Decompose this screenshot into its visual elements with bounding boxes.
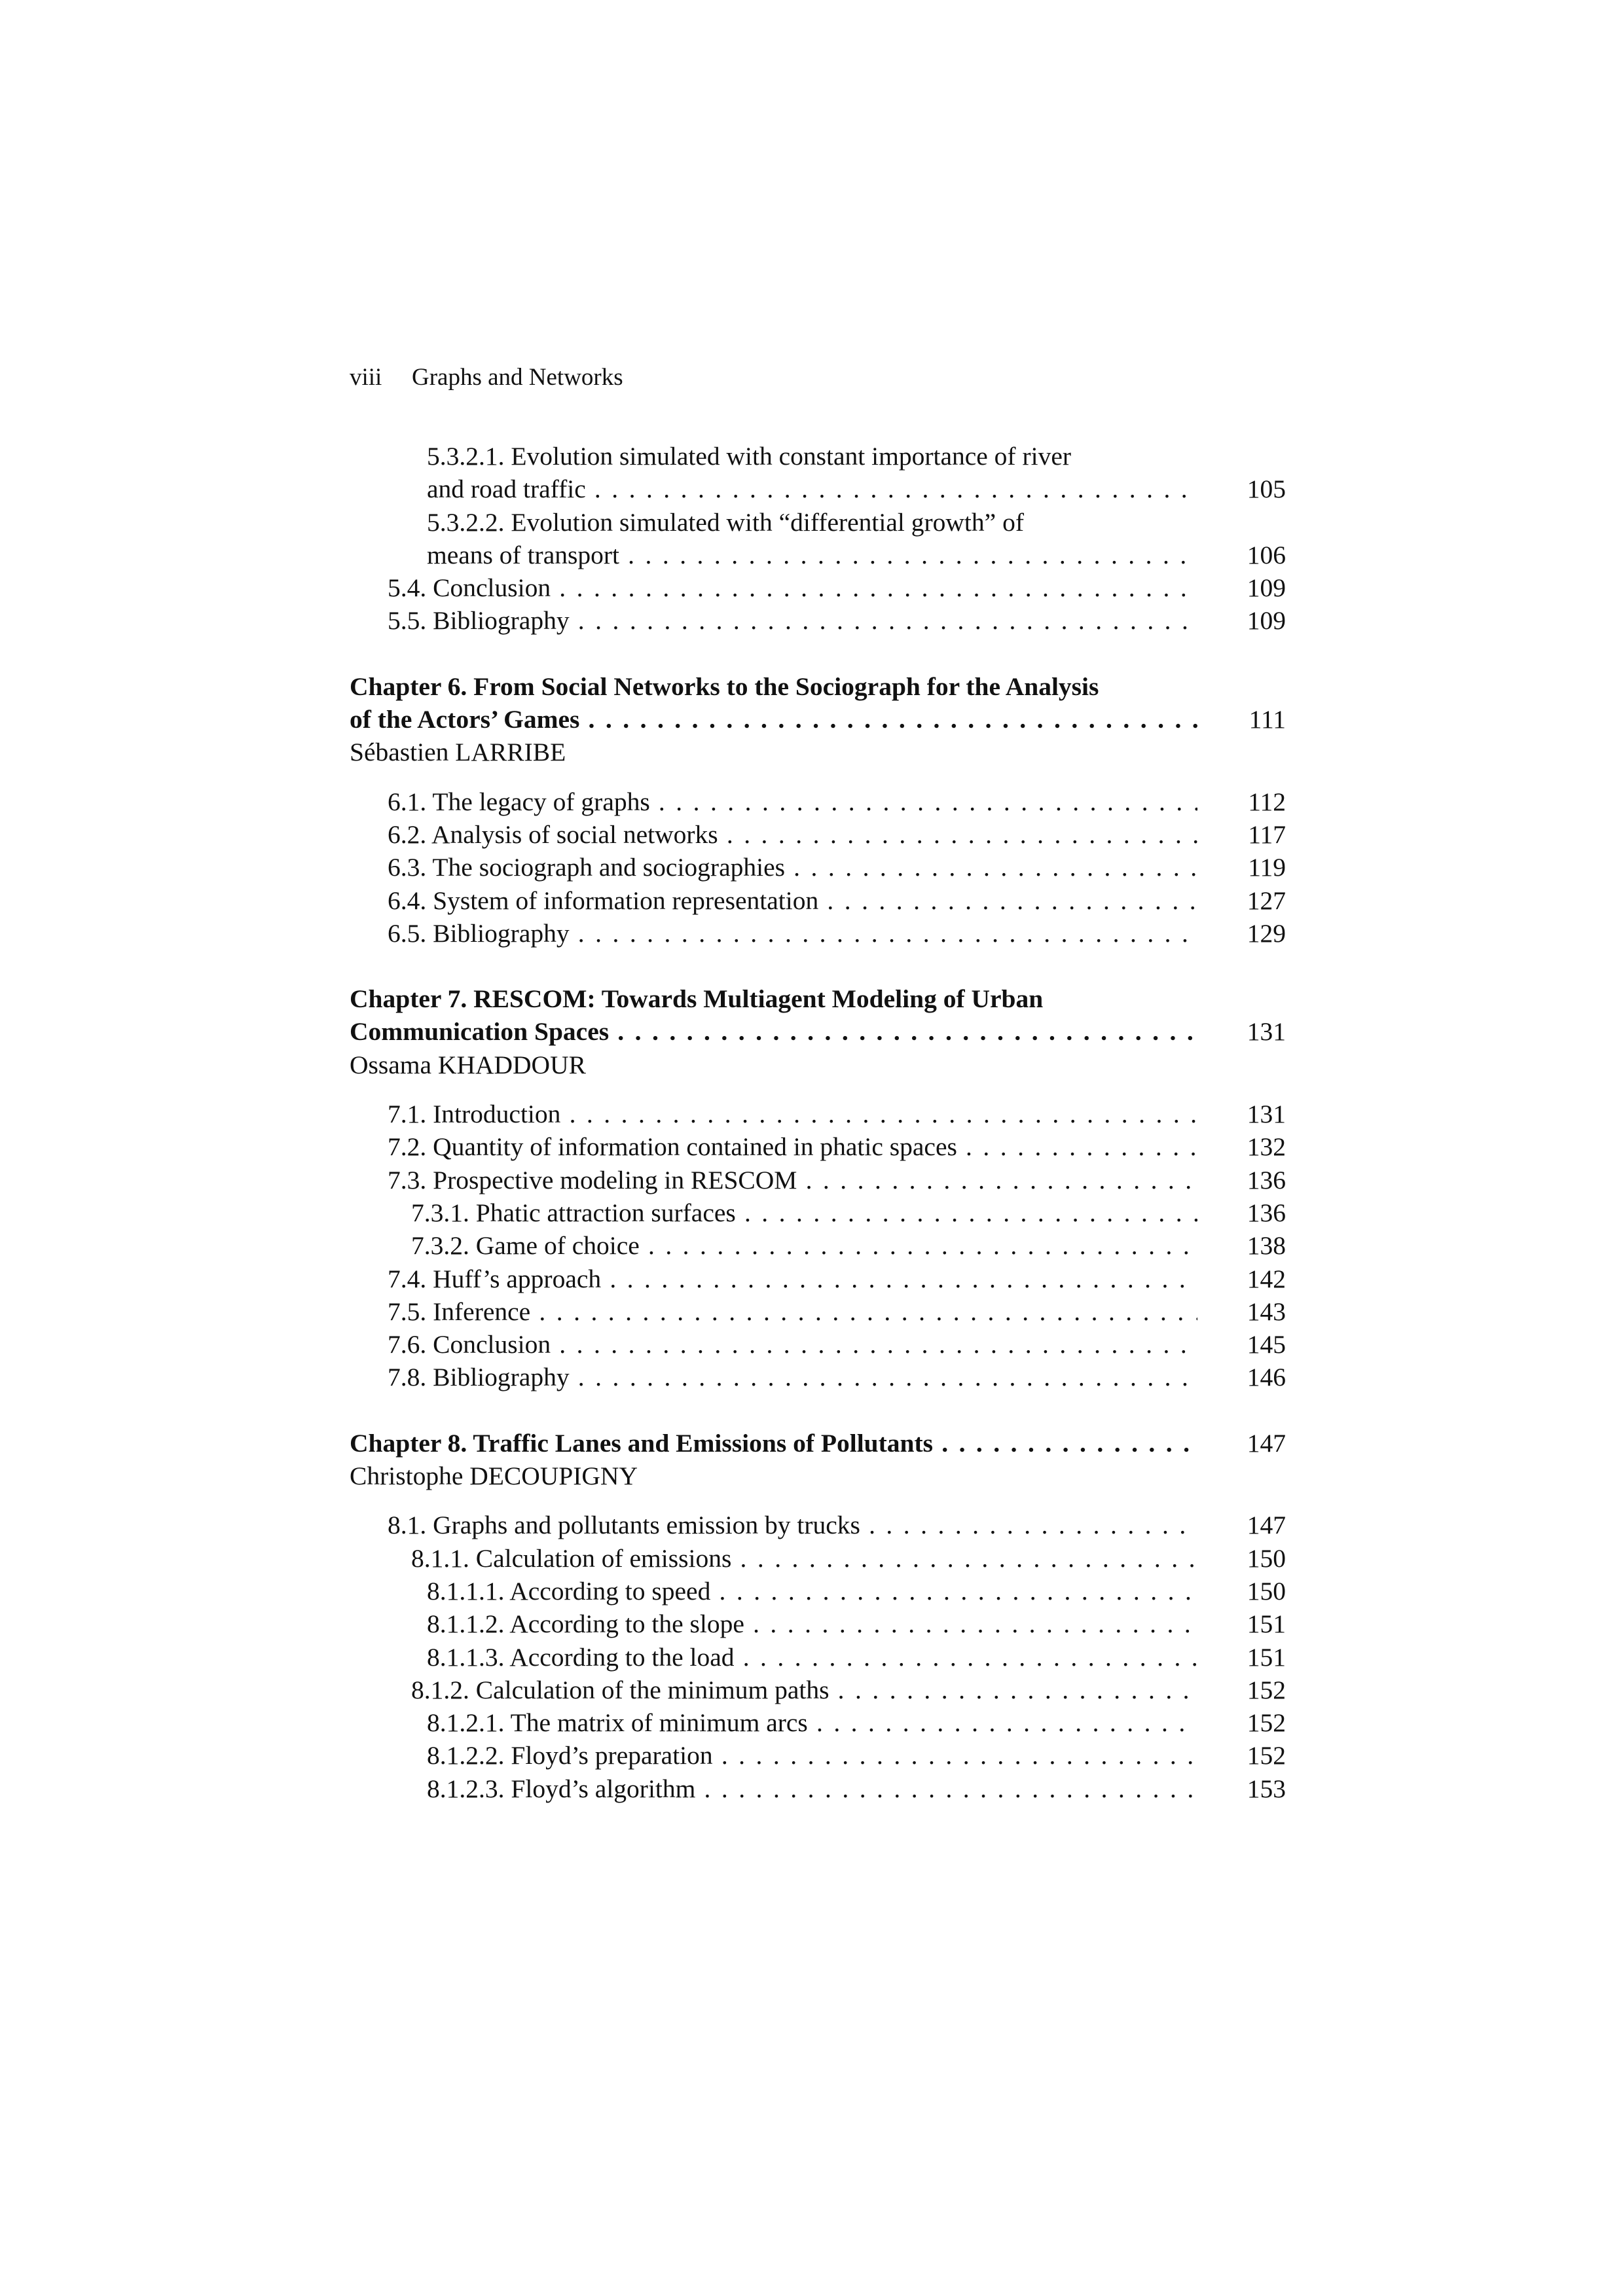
toc-entry-title: 6.1. The legacy of graphs . . . <box>388 785 1197 818</box>
toc-entry <box>350 1706 1286 1739</box>
toc-page-number: 111 <box>1249 705 1286 734</box>
toc-spacer <box>350 1492 1286 1509</box>
toc-entry <box>350 851 1286 884</box>
toc-page-number: 153 <box>1247 1774 1286 1803</box>
toc-page-number: 142 <box>1247 1264 1286 1293</box>
toc-page-number: 138 <box>1247 1231 1286 1261</box>
running-title: Graphs and Networks <box>412 364 623 391</box>
toc-entry-title: 7.8. Bibliography . . . <box>388 1361 1197 1393</box>
toc-entry-title: 8.1.1.1. According to speed . . . <box>427 1575 1197 1607</box>
toc-entry-title: 8.1.2.3. Floyd’s algorithm . . . <box>427 1772 1197 1805</box>
toc-entry-title: 5.3.2.2. Evolution simulated with “differential growth” of <box>427 507 1024 537</box>
toc-spacer <box>350 769 1286 785</box>
toc-text-line <box>350 506 1286 539</box>
toc-page-number: 131 <box>1247 1100 1286 1129</box>
toc-entry-title: 7.3.2. Game of choice . . . <box>411 1229 1197 1262</box>
toc-entry-title: 8.1. Graphs and pollutants emission by trucks . . . <box>388 1509 1197 1541</box>
toc-entry <box>350 539 1286 571</box>
toc-entry-title: Chapter 6. From Social Networks to the Sociograph for the Analysis <box>350 672 1099 701</box>
toc-page-number: 150 <box>1247 1543 1286 1573</box>
toc-entry-title: 8.1.1. Calculation of emissions . . . <box>411 1542 1197 1575</box>
toc-page-number: 146 <box>1247 1363 1286 1392</box>
toc-page-number: 150 <box>1247 1576 1286 1605</box>
toc-entry-title: 8.1.1.2. According to the slope . . . <box>427 1607 1197 1640</box>
toc-entry-title: and road traffic . . . <box>427 473 1197 505</box>
toc-entry <box>350 1295 1286 1328</box>
toc-entry-title: 6.4. System of information representation . . . <box>388 884 1197 917</box>
toc-entry <box>350 785 1286 818</box>
toc-text-line <box>350 1049 1286 1081</box>
toc-entry <box>350 1772 1286 1805</box>
toc-spacer <box>350 1081 1286 1098</box>
toc-entry-title: 6.3. The sociograph and sociographies . . . <box>388 851 1197 884</box>
toc-entry <box>350 1328 1286 1361</box>
toc-spacer <box>350 950 1286 982</box>
toc-entry <box>350 571 1286 604</box>
toc-entry <box>350 1130 1286 1163</box>
toc-page-number: 151 <box>1247 1642 1286 1672</box>
toc-page-number: 109 <box>1247 606 1286 636</box>
toc-entry-title: 7.3. Prospective modeling in RESCOM . . . <box>388 1164 1197 1196</box>
toc-page-number: 117 <box>1248 819 1286 849</box>
toc-page-number: 136 <box>1247 1165 1286 1194</box>
toc-page-number: 119 <box>1248 853 1286 882</box>
toc-page-number: 145 <box>1247 1330 1286 1359</box>
toc-entry-title: 8.1.2.1. The matrix of minimum arcs . . . <box>427 1706 1197 1739</box>
running-head <box>350 362 623 393</box>
toc-entry-title: 7.2. Quantity of information contained in phatic spaces . . . <box>388 1130 1197 1163</box>
toc-page-number: 129 <box>1247 918 1286 948</box>
toc-page-number: 105 <box>1247 475 1286 504</box>
toc-page-number: 143 <box>1247 1297 1286 1326</box>
toc-text-line <box>350 1460 1286 1492</box>
toc-page-number: 152 <box>1247 1675 1286 1704</box>
toc-entry <box>350 1607 1286 1640</box>
toc-entry-title: 6.5. Bibliography . . . <box>388 917 1197 950</box>
toc-page-number: 147 <box>1247 1511 1286 1540</box>
toc-text-line <box>350 736 1286 768</box>
toc-entry <box>350 1361 1286 1393</box>
toc-text-line <box>350 670 1286 703</box>
toc-entry <box>350 703 1286 736</box>
page-folio: viii <box>350 364 382 391</box>
toc-spacer <box>350 637 1286 670</box>
toc-entry <box>350 1509 1286 1541</box>
toc-entry-title: 5.4. Conclusion . . . <box>388 571 1197 604</box>
toc-entry-title: 7.3.1. Phatic attraction surfaces . . . <box>411 1196 1197 1229</box>
toc-entry-title: of the Actors’ Games . . . <box>350 703 1197 736</box>
toc-entry-title: Sébastien LARRIBE <box>350 738 566 767</box>
toc-entry-title: 5.3.2.1. Evolution simulated with constant importance of river <box>427 442 1072 471</box>
toc-entry <box>350 1098 1286 1130</box>
toc-entry <box>350 604 1286 637</box>
toc-page-number: 136 <box>1247 1198 1286 1227</box>
toc-page-number: 106 <box>1247 540 1286 569</box>
toc-entry <box>350 1427 1286 1460</box>
toc-entry <box>350 1674 1286 1706</box>
toc-entry-title: 5.5. Bibliography . . . <box>388 604 1197 637</box>
toc-entry-title: Chapter 7. RESCOM: Towards Multiagent Modeling of Urban <box>350 984 1044 1014</box>
toc-entry <box>350 473 1286 505</box>
toc-entry <box>350 1739 1286 1772</box>
toc-page-number: 151 <box>1247 1609 1286 1639</box>
toc-entry <box>350 818 1286 851</box>
toc-text-line <box>350 440 1286 473</box>
toc-entry <box>350 917 1286 950</box>
toc-entry <box>350 1196 1286 1229</box>
toc-page-number: 152 <box>1247 1708 1286 1738</box>
toc-spacer <box>350 1394 1286 1427</box>
toc-page-number: 147 <box>1247 1428 1286 1458</box>
toc-entry-title: Communication Spaces . . . <box>350 1015 1197 1048</box>
toc-entry-title: 7.5. Inference . . . <box>388 1295 1197 1328</box>
toc-entry-title: 7.4. Huff’s approach . . . <box>388 1263 1197 1295</box>
toc-entry-title: 7.1. Introduction . . . <box>388 1098 1197 1130</box>
toc-page-number: 127 <box>1247 886 1286 915</box>
toc-entry-title: 8.1.2.2. Floyd’s preparation . . . <box>427 1739 1197 1772</box>
toc-page-number: 132 <box>1247 1132 1286 1162</box>
toc-page-number: 152 <box>1247 1741 1286 1770</box>
toc-entry-title: Ossama KHADDOUR <box>350 1050 586 1079</box>
toc-entry-title: 8.1.2. Calculation of the minimum paths . . . <box>411 1674 1197 1706</box>
toc-entry <box>350 1015 1286 1048</box>
toc-entry <box>350 884 1286 917</box>
toc-entry-title: Christophe DECOUPIGNY <box>350 1462 638 1491</box>
toc-entry <box>350 1164 1286 1196</box>
toc-entry <box>350 1575 1286 1607</box>
toc-entry-title: Chapter 8. Traffic Lanes and Emissions of Pollutants . . . <box>350 1427 1197 1460</box>
table-of-contents <box>350 440 1286 1805</box>
toc-entry-title: 7.6. Conclusion . . . <box>388 1328 1197 1361</box>
toc-page-number: 109 <box>1247 573 1286 603</box>
toc-entry-title: means of transport . . . <box>427 539 1197 571</box>
toc-entry <box>350 1542 1286 1575</box>
toc-entry-title: 6.2. Analysis of social networks . . . <box>388 818 1197 851</box>
toc-text-line <box>350 982 1286 1015</box>
toc-entry <box>350 1229 1286 1262</box>
toc-page-number: 131 <box>1247 1017 1286 1047</box>
toc-entry <box>350 1263 1286 1295</box>
toc-entry <box>350 1641 1286 1674</box>
toc-entry-title: 8.1.1.3. According to the load . . . <box>427 1641 1197 1674</box>
toc-page-number: 112 <box>1248 787 1286 816</box>
